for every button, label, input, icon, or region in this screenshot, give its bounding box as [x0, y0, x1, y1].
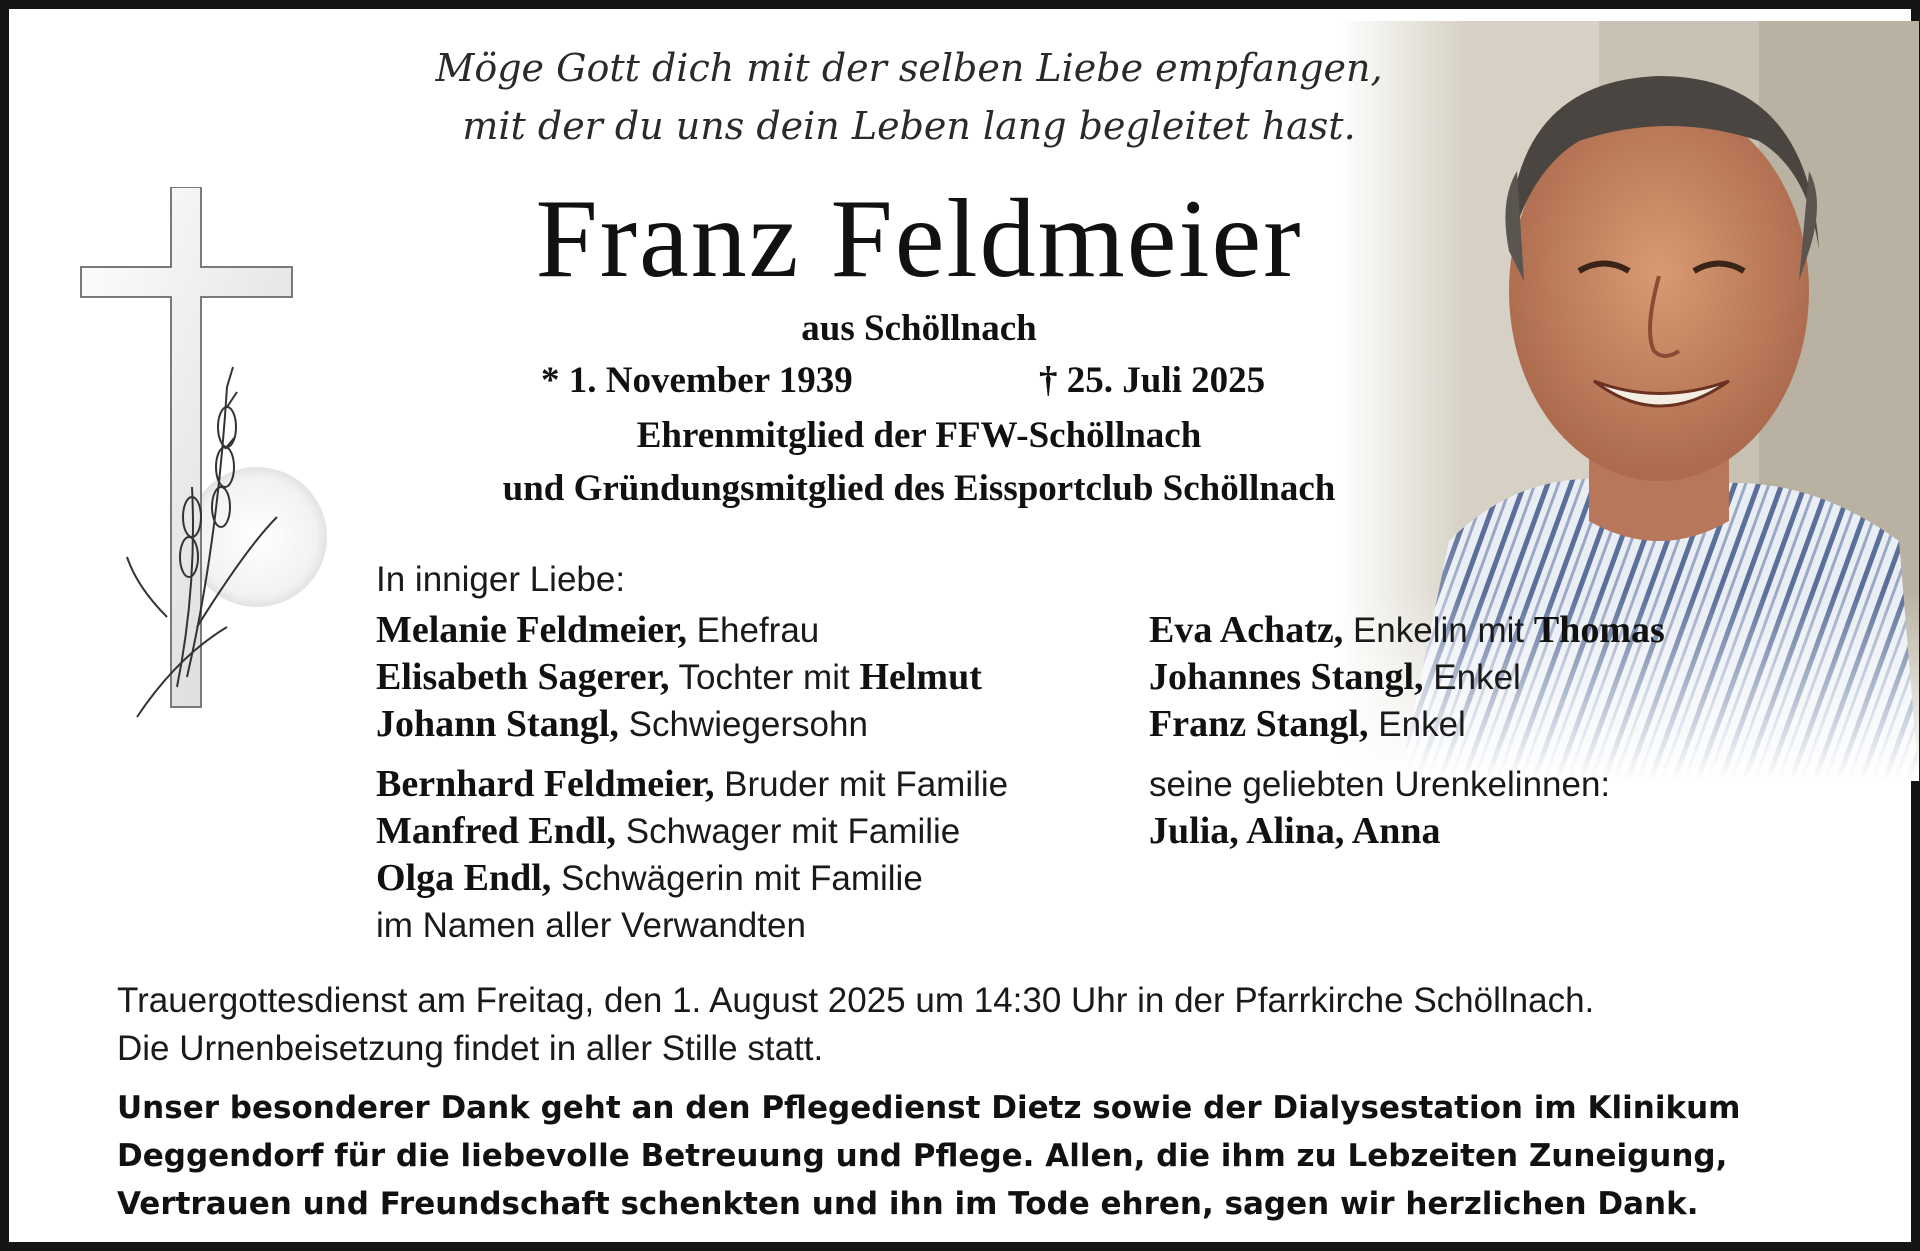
honor-line-1: Ehrenmitglied der FFW-Schöllnach — [636, 415, 1202, 456]
mourner-relation: Schwager mit Familie — [616, 812, 961, 851]
mourner-relation: Tochter mit — [669, 658, 860, 697]
honor-line-2: und Gründungsmitglied des Eissportclub Schöllnach — [502, 468, 1336, 509]
verse — [409, 39, 1409, 155]
birth-date: * 1. November 1939 — [541, 360, 853, 401]
great-grandchildren-intro: seine geliebten Urenkelinnen: — [1149, 765, 1611, 804]
mourners-left-group-1 — [376, 607, 982, 748]
mourner-relation: Schwägerin mit Familie — [551, 859, 923, 898]
mourner-partner: Helmut — [859, 656, 982, 698]
verse-line-2: mit der du uns dein Leben lang begleitet hast. — [462, 104, 1356, 148]
thanks-line-1: Unser besonderer Dank geht an den Pflegedienst Dietz sowie der Dialysestation im Klinikum — [117, 1090, 1741, 1126]
mourner-name: Johannes Stangl, — [1149, 656, 1424, 698]
mourner-name: Eva Achatz, — [1149, 609, 1344, 651]
mourner-relation: Enkelin mit — [1343, 611, 1534, 650]
service-line-2: Die Urnenbeisetzung findet in aller Stille statt. — [117, 1029, 824, 1068]
mourner-entry — [376, 701, 982, 748]
great-grandchildren-names: Julia, Alina, Anna — [1149, 810, 1441, 852]
mourner-name: Olga Endl, — [376, 857, 552, 899]
mourner-relation: Enkel — [1368, 705, 1466, 744]
mourner-name: Johann Stangl, — [376, 703, 619, 745]
mourners-intro: In inniger Liebe: — [376, 560, 626, 599]
mourner-name: Bernhard Feldmeier, — [376, 763, 715, 805]
mourner-name: Elisabeth Sagerer, — [376, 656, 670, 698]
thanks-line-3: Vertrauen und Freundschaft schenkten und ihn im Tode ehren, sagen wir herzlichen Dank. — [117, 1186, 1699, 1222]
mourner-name: Melanie Feldmeier, — [376, 609, 687, 651]
mourner-entry — [1149, 654, 1665, 701]
mourner-entry — [376, 808, 1008, 855]
mourner-entry — [1149, 701, 1665, 748]
mourner-entry — [376, 761, 1008, 808]
service-info — [117, 977, 1594, 1073]
relatives-note: im Namen aller Verwandten — [376, 906, 806, 945]
thanks-note — [117, 1084, 1740, 1228]
mourner-relation: Enkel — [1423, 658, 1521, 697]
deceased-name: Franz Feldmeier — [535, 177, 1303, 301]
mourners-right-group-1 — [1149, 607, 1665, 748]
mourners-left-group-2 — [376, 761, 1008, 949]
mourner-relation: Schwiegersohn — [618, 705, 868, 744]
death-date: † 25. Juli 2025 — [1039, 360, 1266, 401]
origin: aus Schöllnach — [801, 308, 1037, 349]
mourner-relation: Ehefrau — [686, 611, 820, 650]
service-line-1: Trauergottesdienst am Freitag, den 1. August 2025 um 14:30 Uhr in der Pfarrkirche Schöllnach. — [117, 981, 1595, 1020]
mourners-right-group-2 — [1149, 761, 1610, 855]
mourner-name: Franz Stangl, — [1149, 703, 1369, 745]
cross-icon — [77, 187, 337, 727]
verse-line-1: Möge Gott dich mit der selben Liebe empfangen, — [435, 46, 1383, 90]
mourner-entry — [376, 855, 1008, 902]
mourner-entry — [1149, 607, 1665, 654]
mourner-entry — [376, 607, 982, 654]
mourner-partner: Thomas — [1533, 609, 1665, 651]
thanks-line-2: Deggendorf für die liebevolle Betreuung und Pflege. Allen, die ihm zu Lebzeiten Zuneigung, — [117, 1138, 1728, 1174]
mourner-entry — [376, 654, 982, 701]
mourner-relation: Bruder mit Familie — [714, 765, 1009, 804]
mourner-name: Manfred Endl, — [376, 810, 617, 852]
